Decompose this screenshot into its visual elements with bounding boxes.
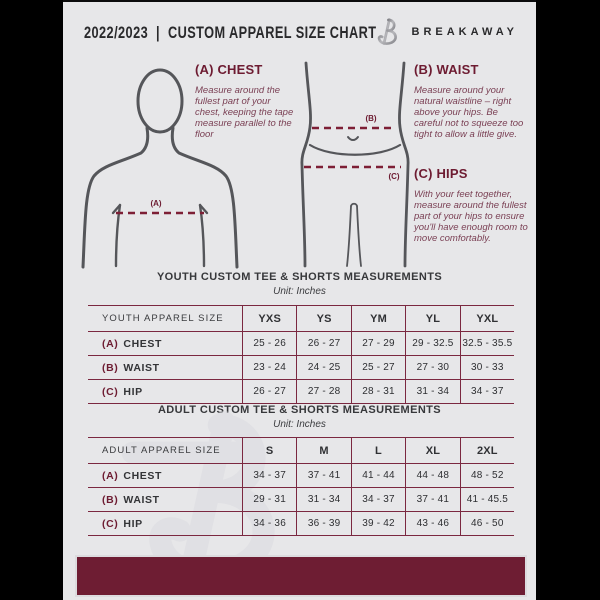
chest-instruction-text: Measure around the fullest part of your chest, keeping the tape measure parallel to the floor [195,85,294,140]
table-cell: 23 - 24 [242,356,296,379]
row-key: (B) [102,493,119,506]
page-title: 2022/2023 | CUSTOM APPAREL SIZE CHART [84,24,377,43]
table-cell: 25 - 27 [351,356,405,379]
row-label-text: WAIST [123,361,160,374]
row-label-text: CHEST [123,337,162,350]
column-header: YXL [460,306,514,331]
table-cell: 37 - 41 [405,488,459,511]
adult-section-unit: Unit: Inches [273,419,326,430]
table-cell: 44 - 48 [405,464,459,487]
body-measurement-diagrams [63,55,536,270]
row-key: (C) [102,517,119,530]
row-key: (A) [102,337,119,350]
hips-marker-label: (C) [388,172,400,181]
row-key: (C) [102,385,119,398]
table-cell: 26 - 27 [242,380,296,403]
table-cell: 30 - 33 [460,356,514,379]
row-label-text: HIP [123,517,143,530]
table-cell: 34 - 37 [460,380,514,403]
row-label-text: WAIST [123,493,160,506]
column-header: M [296,438,350,463]
table-cell: 27 - 28 [296,380,350,403]
table-header-row [88,438,514,464]
breakaway-logo-icon [372,16,404,48]
row-label [88,332,242,355]
table-cell: 41 - 44 [351,464,405,487]
table-cell: 28 - 31 [351,380,405,403]
table-row [88,356,514,380]
row-label [88,512,242,535]
table-cell: 34 - 37 [242,464,296,487]
document-top-edge [63,0,536,2]
column-header: YXS [242,306,296,331]
youth-section-unit: Unit: Inches [273,286,326,297]
brand-name: BREAKAWAY [411,26,518,38]
row-key: (A) [102,469,119,482]
row-label [88,464,242,487]
table-cell: 32.5 - 35.5 [460,332,514,355]
size-chart-document [63,0,536,600]
youth-size-table [88,305,514,404]
column-header: ADULT APPAREL SIZE [102,445,221,456]
table-row [88,512,514,536]
waist-marker-label: (B) [365,114,377,123]
table-cell: 46 - 50 [460,512,514,535]
table-cell: 29 - 32.5 [405,332,459,355]
column-header: S [242,438,296,463]
table-cell: 36 - 39 [296,512,350,535]
brand-header [372,16,519,48]
table-cell: 39 - 42 [351,512,405,535]
upper-body-figure [83,70,237,267]
table-row [88,380,514,404]
column-header: YOUTH APPAREL SIZE [102,313,224,324]
table-cell: 31 - 34 [296,488,350,511]
youth-section-title: YOUTH CUSTOM TEE & SHORTS MEASUREMENTS [156,271,443,283]
footer-bar [75,555,527,597]
row-label-text: HIP [123,385,143,398]
chest-marker-label: (A) [150,199,162,208]
row-label-text: CHEST [123,469,162,482]
column-header: YL [405,306,459,331]
table-row [88,488,514,512]
column-header: L [351,438,405,463]
column-header: YM [351,306,405,331]
adult-section-title: ADULT CUSTOM TEE & SHORTS MEASUREMENTS [157,404,442,416]
row-label [88,380,242,403]
table-cell: 27 - 29 [351,332,405,355]
column-header: XL [405,438,459,463]
table-cell: 29 - 31 [242,488,296,511]
adult-size-table [88,437,514,536]
table-row [88,464,514,488]
row-key: (B) [102,361,119,374]
table-cell: 24 - 25 [296,356,350,379]
lower-body-figure [302,63,408,266]
chest-heading: (A) CHEST [195,62,263,77]
table-cell: 27 - 30 [405,356,459,379]
hips-instruction-text: With your feet together, measure around the fullest part of your hips to ensure you'll have enough room to move comfortably. [414,189,528,244]
waist-heading: (B) WAIST [414,62,479,77]
table-cell: 48 - 52 [460,464,514,487]
row-label [88,488,242,511]
table-cell: 37 - 41 [296,464,350,487]
table-cell: 34 - 37 [351,488,405,511]
table-cell: 41 - 45.5 [460,488,514,511]
table-cell: 31 - 34 [405,380,459,403]
waist-instruction-text: Measure around your natural waistline – right above your hips. Be careful not to squeeze too tight to allow a little give. [414,85,524,140]
table-cell: 34 - 36 [242,512,296,535]
hips-heading: (C) HIPS [414,166,468,181]
table-cell: 25 - 26 [242,332,296,355]
row-label [88,356,242,379]
column-header: YS [296,306,350,331]
table-cell: 26 - 27 [296,332,350,355]
table-header-row [88,306,514,332]
column-header: 2XL [460,438,514,463]
table-cell: 43 - 46 [405,512,459,535]
table-row [88,332,514,356]
